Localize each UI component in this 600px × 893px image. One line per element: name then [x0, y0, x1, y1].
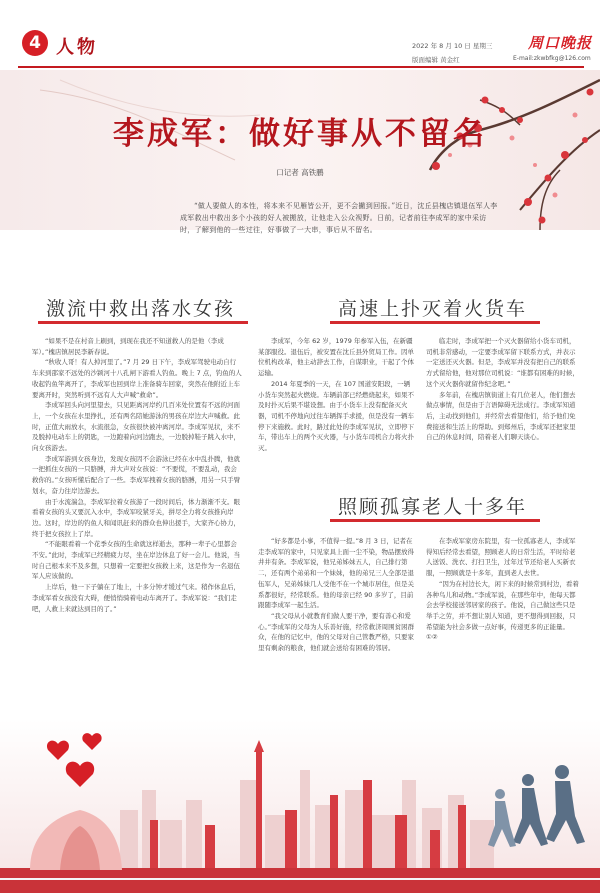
- paragraph: 由于水流湍急，李成军拉着女孩游了一段时间后，体力渐渐不支。眼看着女孩的头又要沉入水中，李成军咬紧牙关，拼尽全力将女孩推向岸边。这时，岸边的钓鱼人和闻讯赶来的群众也伸出援手，大家齐心协力，终于把女孩拉上了岸。: [32, 497, 240, 538]
- paragraph: 在李成军家房东院里，有一位孤寡老人，李成军得知后经常去看望，照顾老人的日常生活，平时给老人送饭、洗衣、打扫卫生，过年过节还给老人买新衣服，一照顾就是十多年，直到老人去世。: [426, 537, 576, 578]
- issue-date: 2022 年 8 月 10 日 星期三: [412, 42, 493, 50]
- article-lead: “做人要做人的本性，将本来不见雁皆公开，更不会撇到回报。”近日，沈丘县槐店镇退伍军人李成军救出中救出多个小孩的好人被搬放，让他走入公众视野。日前，记者前往李成军的家中采访时，了解到他的一些过往，好事做了一大串，事后从不留名。: [180, 202, 498, 234]
- paragraph: “不能眼看着一个花季女孩的生命就这样逝去，那种一辈子心里都会不安。”此时，李成军已经精疲力尽，坐在岸边休息了好一会儿。他说，当时自己根本来不及多想，只想着一定要把女孩救上来，这是作为一名退伍军人应该做的。: [32, 540, 241, 581]
- page-editor: 版面编辑 黄金红: [412, 56, 460, 64]
- paragraph: 李成军，今年 62 岁，1979 年参军入伍，在新疆某部服役。退伍后，被安置在沈丘县外贸局工作。因单位机构改革，他主动辞去工作，自谋职业，干起了个体运输。: [258, 337, 414, 378]
- paragraph: “如果不是在村音上刷到，到现在我还不知道救人的是他（李成军）。”槐店镇居民李新春说。: [32, 337, 224, 356]
- paragraph: “秋收人哥！有人掉河里了。”7 月 29 日下午，李成军驾驶电动自行车来到邵家不远处的沙颍河十八孔闸下游看人钓鱼。晚上 7 点，钓鱼的人收起钓鱼竿离开了，李成军也回到岸上准备骑车回家，突然在他附近上车要离开时，突然听到不远有人大声喊“救命”。: [32, 358, 242, 399]
- paragraph: 2014 年夏季的一天，在 107 国道安阳段，一辆小货车突然起火燃烧。车辆前部已经燃烧起来，如果不及时扑灭后果不堪设想。由于小货车上没有配备灭火器，司机不停地向过往车辆挥手求援，但是没有一辆车停下来施救。此时，路过此处的李成军见状，立即停下车，带出车上的两个灭火器，与小货车司机合力将火扑灭。: [258, 379, 414, 453]
- paragraph: “因为在村边长大，闲下来的时候常到村边，看着各种鸟儿和动物。”李成军说，在那些年中，他每天都会去学校接送邻居家的孩子。他说，自己做这些只是举手之劳，并不想让别人知道，更不想得到回报，只希望能为社会多做一点好事，传递更多的正能量。①②: [426, 579, 579, 642]
- header-divider: [18, 66, 584, 68]
- paragraph: 上岸后，他一下子躺在了地上，十多分钟才缓过气来。稍作休息后，李成军看女孩没有大碍，便悄悄骑着电动车离开了。李成军说：“我们走吧，人救上来就达到目的了。”: [32, 583, 240, 613]
- paragraph: “好多都是小事，不值得一提。”8 月 3 日，记者在走李成军的家中，只见家具上面一尘不染，物品摆放得井井有条。李成军说，他兄弟姊妹五人，自己排行第二，还有两个弟弟和一个妹妹，他的弟兄三人全部是退伍军人，兄弟姊妹几人受他不在一个城市居住，但是关系都很好，经常联系。他的母亲已经 90 多岁了，目前跟随李成军一起生活。: [258, 537, 414, 610]
- page-header: [0, 0, 600, 70]
- column-rescue: [32, 336, 242, 712]
- section-title: 人物: [56, 37, 98, 58]
- city-skyline-decoration: [0, 720, 600, 893]
- newspaper-masthead: 周口晚报: [528, 34, 593, 52]
- heading-underline: [38, 321, 248, 324]
- column-truck-fire-right: [426, 336, 580, 486]
- paragraph: “我父母从小就教育们做人要干净，要有善心和爱心。”李成军的父母为人乐善好施，经常救济周围贫困群众，在他的记忆中，他的父母对自己管教严格，只要家里有剩余的粮食，他们就会送给有困难的邻居。: [258, 611, 415, 653]
- page-number-badge: 4: [22, 30, 48, 56]
- paragraph: 多年前，在槐店镇街道上有几位老人，他们想去做点事情，但是由于言语障碍无法成行。李成军知道后，主动找到他们，并经常去看望他们，给予他们免费接送和生活上的帮助。到郑州后，李成军还把家里自己的休息时间，陪着老人们聊天谈心。: [426, 390, 576, 442]
- column-elderly-care-right: [426, 536, 580, 712]
- column-elderly-care-left: [258, 536, 416, 712]
- paragraph: 李成军游到女孩身边，发现女孩因不会游泳已经在水中乱扑腾，他就一把抓住女孩的一只胳膊，并大声对女孩说：“不要慌，不要乱动，我会救你的。”女孩听懂后配合了一些。李成军拽着女孩的胳膊，用另一只手臂划水，奋力往岸边游去。: [32, 454, 241, 495]
- footer-illustration: [0, 720, 600, 893]
- paragraph: 李成军回头向河里望去，只见距离河岸约几百米处位置有不远的河面上，一个女孩在水里挣扎，还有两名陪她游泳的男孩在岸边大声喊救。此时，正值大雨放水，水流很急，女孩很快被冲离河岸。李成军见状，来不及脱掉电动车上的钥匙，一边跑着向河边跑去，一边脱掉鞋子跳入水中，向女孩游去。: [32, 401, 240, 453]
- heading-underline: [330, 519, 540, 522]
- article-title: 李成军：做好事从不留名: [113, 116, 487, 152]
- column-truck-fire-left: [258, 336, 416, 486]
- contact-email: E-mail:zkwbfkg@126.com: [513, 55, 591, 62]
- section-heading-elderly-care: 照顾孤寡老人十多年: [338, 496, 528, 518]
- heading-underline: [330, 321, 540, 324]
- article-byline: 口记者 高铁鹏: [276, 168, 324, 177]
- section-heading-rescue: 激流中救出落水女孩: [46, 298, 236, 320]
- section-heading-truck-fire: 高速上扑灭着火货车: [338, 298, 528, 320]
- paragraph: 临走时，李成军把一个灭火器留给小货车司机，司机非常感动，一定要李成军留下联系方式，并表示一定送还灭火器。但是，李成军并没有把自己的联系方式留给他，他对那位司机说：“谁都有困难的时候，这个灭火器你就留作纪念吧。”: [426, 337, 579, 388]
